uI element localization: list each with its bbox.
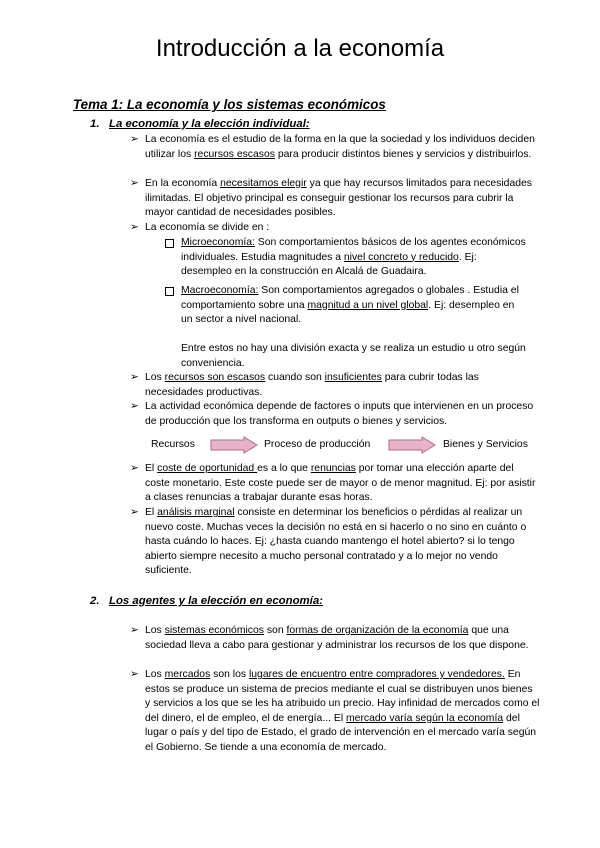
bullet-arrow-icon: ➢ [130, 625, 139, 636]
section-1-heading [90, 117, 310, 132]
flow-arrow-icon [388, 436, 436, 454]
s1-bullet-6: El coste de oportunidad es a lo que renuncias por tomar una elección aparte del coste monetario. Este coste puede ser de mayor o de menor magnitud. Ej: por asistir a clases renuncias a trabajar durante esas horas. [145, 463, 536, 504]
s2-bullet-2: Los mercados son los lugares de encuentro entre compradores y vendedores. En estos se produce un sistema de precios mediante el cual se distribuyen unos bienes y servicios a los que se les ha atribuido un precio. Hay infinidad de mercados como el del dinero, el de empleo, el de energía... El mercado varía según la economía del lugar o país y del tipo de Estado, el grado de intervención en el mercado varía según el Gobierno. Se tiende a una economía de mercado. [145, 669, 540, 753]
section-1-label: La economía y la elección individual: [109, 118, 310, 130]
s1-bullet-1: La economía es el estudio de la forma en la que la sociedad y los individuos deciden utilizar los recursos escasos para producir distintos bienes y servicios y distribuirlos. [145, 134, 535, 160]
tema-heading: Tema 1: La economía y los sistemas económicos [73, 97, 386, 112]
s1-bullet-3: La economía se divide en : [145, 222, 270, 233]
macro-item: Macroeconomía: Son comportamientos agregados o globales . Estudia el comportamiento sobre una magnitud a un nivel global. Ej: desempleo en un sector a nivel nacional. [181, 285, 519, 326]
checkbox-icon [165, 287, 174, 296]
flow-step-bienes: Bienes y Servicios [443, 439, 528, 450]
s1-bullet-2: En la economía necesitamos elegir ya que hay recursos limitados para necesidades ilimitadas. El objetivo principal es conseguir gestionar los recursos para cubrir la mayor cantidad de necesidades posibles. [145, 178, 532, 219]
section-2-number: 2. [90, 595, 100, 607]
s1-bullet-7: El análisis marginal consiste en determinar los beneficios o pérdidas al realizar un nuevo coste. Muchas veces la decisión no está en si hacerlo o no sino en cuánto o hasta cuándo lo haces. Ej: ¿hasta cuando mantengo el hotel abierto? si lo tengo abierto siempre necesito a mucho personal contratado y a lo mejor no vendo suficiente. [145, 507, 527, 577]
flow-step-recursos: Recursos [151, 439, 195, 450]
section-2-label: Los agentes y la elección en economía: [109, 595, 323, 607]
s1-bullet-4: Los recursos son escasos cuando son insuficientes para cubrir todas las necesidades productivas. [145, 372, 479, 398]
s2-bullet-1: Los sistemas económicos son formas de organización de la economía que una sociedad lleva a cabo para gestionar y administrar los recursos de los que dispone. [145, 625, 529, 651]
section-2-heading [90, 594, 323, 609]
s1-bullet-5: La actividad económica depende de factores o inputs que intervienen en un proceso de producción que los transforma en outputs o bienes y servicios. [145, 401, 534, 427]
production-flow-diagram [0, 436, 600, 456]
checkbox-icon [165, 239, 174, 248]
section-1-number: 1. [90, 118, 100, 130]
bullet-arrow-icon: ➢ [130, 463, 139, 474]
division-note: Entre estos no hay una división exacta y se realiza un estudio u otro según conveniencia. [181, 343, 526, 369]
document-title: Introducción a la economía [155, 35, 445, 62]
bullet-arrow-icon: ➢ [130, 178, 139, 189]
micro-item: Microeconomía: Son comportamientos básicos de los agentes económicos individuales. Estudia magnitudes a nivel concreto y reducido. Ej: desempleo en la construcción en Alcalá de Guadaira. [181, 237, 526, 278]
flow-arrow-icon [210, 436, 258, 454]
bullet-arrow-icon: ➢ [130, 222, 139, 233]
bullet-arrow-icon: ➢ [130, 372, 139, 383]
flow-step-proceso: Proceso de producción [264, 439, 371, 450]
bullet-arrow-icon: ➢ [130, 507, 139, 518]
bullet-arrow-icon: ➢ [130, 669, 139, 680]
bullet-arrow-icon: ➢ [130, 134, 139, 145]
bullet-arrow-icon: ➢ [130, 401, 139, 412]
